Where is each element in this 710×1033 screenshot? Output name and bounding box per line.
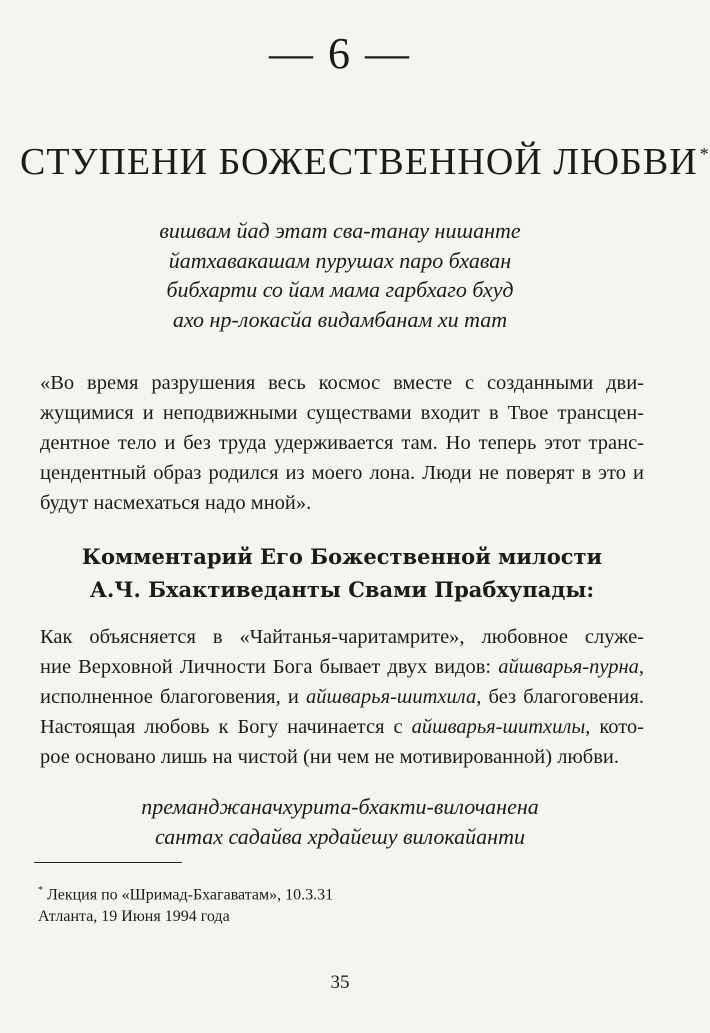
paragraph-line: будут насмехаться надо мной». <box>40 492 312 514</box>
footnote-line <box>38 880 438 906</box>
text-span: , без благоговения. <box>476 686 644 708</box>
paragraph-line <box>40 682 644 712</box>
sanskrit-verse <box>80 216 600 334</box>
paragraph-line: рое основано лишь на чистой (ни чем не мотивированной) любви. <box>40 746 619 768</box>
chapter-number: — 6 — <box>269 29 411 78</box>
paragraph-line: цендентный образ родился из моего лона. Люди не поверят в это и <box>40 462 644 484</box>
paragraph-line <box>40 712 644 742</box>
verse-line: ахо нр-локасйа видамбанам хи тат <box>172 306 508 332</box>
footnote-divider <box>34 862 182 863</box>
verse-line: вишвам йад этат сва-танау нишанте <box>159 218 521 243</box>
footnote-mark: * <box>38 885 43 896</box>
page-number: 35 <box>330 972 350 993</box>
chapter-title <box>20 140 710 184</box>
italic-term: айшварья-шитхилы <box>411 716 586 738</box>
sanskrit-verse <box>80 792 600 851</box>
commentary-paragraph <box>40 622 644 772</box>
verse-line: бибхарти со йам мама гарбхаго бхуд <box>166 277 514 302</box>
text-span: , <box>638 656 644 678</box>
footnote-line: Атланта, 19 Июня 1994 года <box>38 908 230 926</box>
chapter-title-text: СТУПЕНИ БОЖЕСТВЕННОЙ ЛЮБВИ <box>20 141 698 183</box>
footnote <box>38 880 438 928</box>
text-span: Настоящая любовь к Богу начинается с <box>40 716 412 738</box>
heading-line: А.Ч. Бхактиведанты Свами Прабхупады: <box>89 577 595 602</box>
footnote-marker: * <box>699 144 710 165</box>
paragraph-line: Как объясняется в «Чайтанья-чаритамрите», любовное служе- <box>40 626 644 648</box>
translation-paragraph <box>40 368 644 518</box>
text-span: , кото- <box>585 716 644 738</box>
text-span: исполненное благоговения, и <box>40 686 306 708</box>
footnote-text: Лекция по «Шримад-Бхагаватам», 10.3.31 <box>43 886 334 904</box>
paragraph-line: «Во время разрушения весь космос вместе с созданными дви- <box>40 372 644 394</box>
heading-line: Комментарий Его Божественной милости <box>81 544 603 569</box>
verse-line: йатхавакашам пурушах паро бхаван <box>168 247 512 273</box>
paragraph-line <box>40 652 644 682</box>
paragraph-line: дентное тело и без труда удерживается там. Но теперь этот транс- <box>40 432 644 454</box>
text-span: ние Верховной Личности Бога бывает двух видов: <box>40 656 499 678</box>
italic-term: айшварья-пурна <box>498 656 639 678</box>
commentary-heading <box>40 540 644 606</box>
italic-term: айшварья-шитхила <box>306 686 477 708</box>
verse-line: преманджаначхурита-бхакти-вилочанена <box>141 794 539 819</box>
paragraph-line: жущимися и неподвижными существами входит в Твое трансцен- <box>40 402 644 424</box>
verse-line: сантах садайва хрдайешу вилокайанти <box>155 823 525 849</box>
